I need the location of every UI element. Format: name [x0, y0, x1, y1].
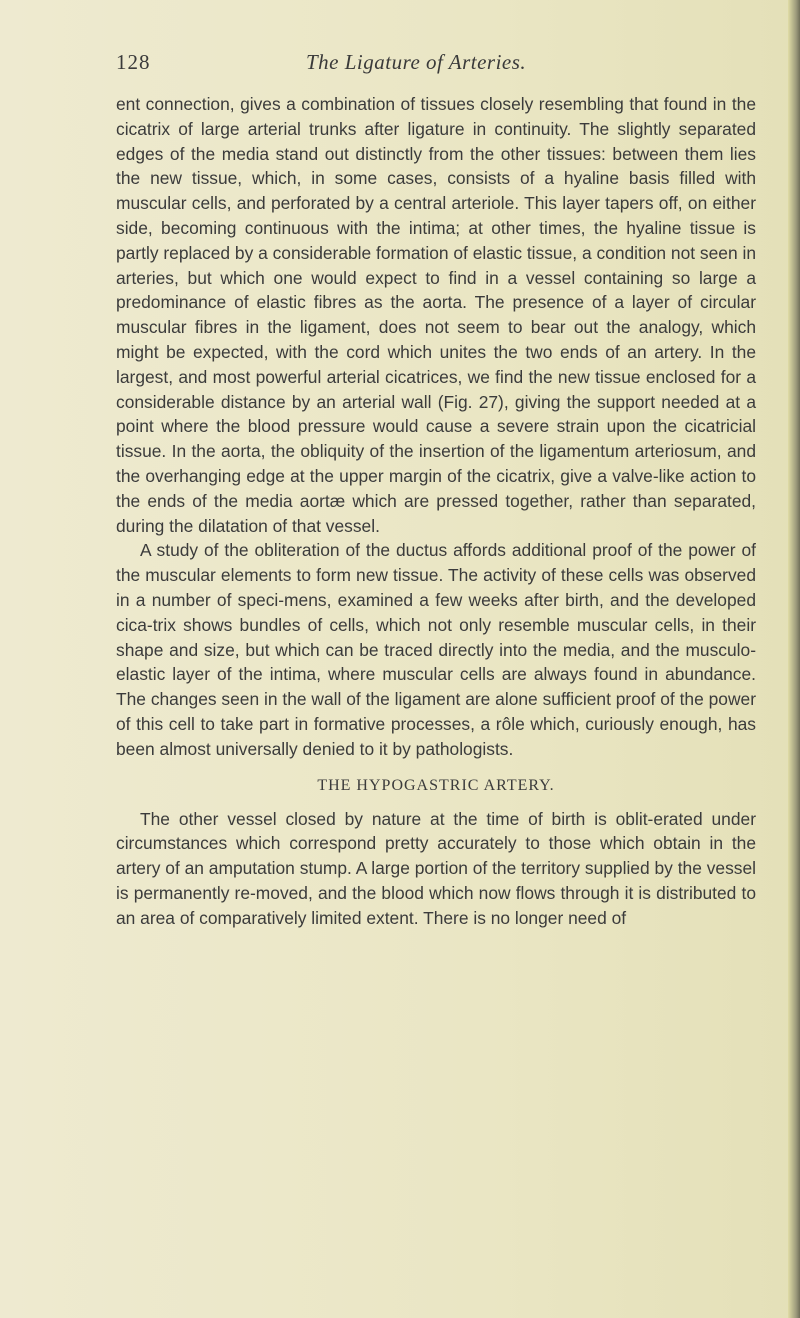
paragraph-ductus: A study of the obliteration of the ductus affords additional proof of the power of the muscular elements to form new tissue. The activity of these cells was observed in a number of speci-mens, examined a few weeks after birth, and the developed cica-trix shows bundles of cells, which not only resemble muscular cells, in their shape and size, but which can be traced directly into the media, and the musculo-elastic layer of the intima, where muscular cells are always found in abundance. The changes seen in the wall of the ligament are alone sufficient proof of the power of this cell to take part in formative processes, a rôle which, curiously enough, has been almost universally denied to it by pathologists. — [116, 540, 756, 759]
page-body — [116, 92, 756, 931]
page-gutter-shadow — [788, 0, 800, 1318]
section-heading: THE HYPOGASTRIC ARTERY. — [317, 776, 555, 794]
running-title: The Ligature of Arteries. — [306, 50, 527, 74]
page-header — [116, 50, 756, 80]
page-number: 128 — [116, 50, 151, 74]
paragraph-hypogastric: The other vessel closed by nature at the time of birth is oblit-erated under circumstances which correspond pretty accurately to those which obtain in the artery of an amputation stump. A large portion of the territory supplied by the vessel is permanently re-moved, and the blood which now flows through it is distributed to an area of comparatively limited extent. There is no longer need of — [116, 808, 756, 928]
paragraph-continuation: ent connection, gives a combination of tissues closely resembling that found in the cicatrix of large arterial trunks after ligature in continuity. The slightly separated edges of the media stand out distinctly from the other tissues: between them lies the new tissue, which, in some cases, consists of a hyaline basis filled with muscular cells, and perforated by a central arteriole. This layer tapers off, on either side, becoming continuous with the intima; at other times, the hyaline tissue is partly replaced by a considerable formation of elastic tissue, a condition not seen in arteries, but which one would expect to find in a vessel containing so large a predominance of elastic fibres as the aorta. The presence of a layer of circular muscular fibres in the ligament, does not seem to bear out the analogy, which might be expected, with the cord which unites the two ends of an artery. In the largest, and most powerful arterial cicatrices, we find the new tissue enclosed for a considerable distance by an arterial wall (Fig. 27), giving the support needed at a point where the blood pressure would cause a severe strain upon the cicatricial tissue. In the aorta, the obliquity of the insertion of the ligamentum arteriosum, and the overhanging edge at the upper margin of the cicatrix, give a valve-like action to the ends of the media aortæ which are pressed together, rather than separated, during the dilatation of that vessel. — [116, 94, 756, 536]
